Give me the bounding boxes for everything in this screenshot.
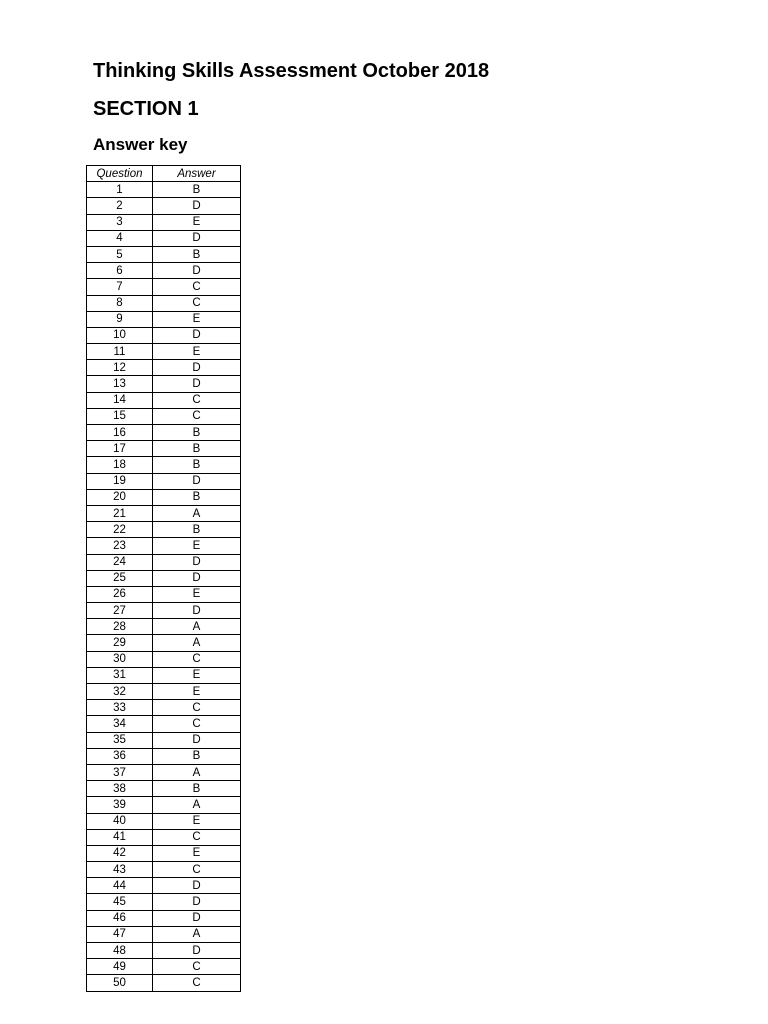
table-row [87,684,241,700]
question-number-cell: 22 [87,522,153,538]
table-row [87,716,241,732]
answer-cell: D [153,878,241,894]
answer-cell: C [153,279,241,295]
question-number-cell: 12 [87,360,153,376]
table-row [87,797,241,813]
question-number-cell: 32 [87,684,153,700]
table-row [87,829,241,845]
table-row [87,376,241,392]
table-row [87,473,241,489]
table-row [87,295,241,311]
table-row [87,926,241,942]
answer-cell: B [153,457,241,473]
answer-cell: C [153,392,241,408]
question-number-cell: 35 [87,732,153,748]
table-row [87,651,241,667]
answer-cell: D [153,603,241,619]
question-number-cell: 50 [87,975,153,991]
table-row [87,554,241,570]
answer-cell: D [153,376,241,392]
table-row [87,635,241,651]
table-row [87,894,241,910]
table-row [87,862,241,878]
question-number-cell: 40 [87,813,153,829]
question-number-cell: 34 [87,716,153,732]
answer-cell: A [153,764,241,780]
answer-key-heading: Answer key [93,135,188,154]
answer-cell: D [153,473,241,489]
question-number-cell: 18 [87,457,153,473]
table-row [87,360,241,376]
answer-cell: B [153,441,241,457]
answer-cell: C [153,862,241,878]
answer-cell: E [153,344,241,360]
question-number-cell: 49 [87,959,153,975]
answer-cell: D [153,732,241,748]
table-row [87,279,241,295]
table-row [87,311,241,327]
table-row [87,603,241,619]
table-header-row [87,166,241,182]
question-number-cell: 37 [87,764,153,780]
answer-cell: B [153,748,241,764]
table-row [87,667,241,683]
question-number-cell: 47 [87,926,153,942]
question-number-cell: 14 [87,392,153,408]
question-number-cell: 17 [87,441,153,457]
answer-cell: D [153,263,241,279]
question-number-cell: 9 [87,311,153,327]
question-number-cell: 25 [87,570,153,586]
answer-cell: A [153,635,241,651]
answer-cell: E [153,845,241,861]
question-number-cell: 6 [87,263,153,279]
table-row [87,441,241,457]
table-row [87,975,241,991]
answer-cell: A [153,797,241,813]
table-row [87,457,241,473]
table-row [87,781,241,797]
answer-cell: E [153,311,241,327]
table-row [87,198,241,214]
answer-cell: A [153,505,241,521]
question-number-cell: 43 [87,862,153,878]
question-column-header: Question [87,166,153,182]
question-number-cell: 19 [87,473,153,489]
question-number-cell: 4 [87,230,153,246]
answer-column-header: Answer [153,166,241,182]
answer-cell: C [153,829,241,845]
table-row [87,959,241,975]
question-number-cell: 23 [87,538,153,554]
question-number-cell: 3 [87,214,153,230]
table-row [87,489,241,505]
answer-cell: D [153,327,241,343]
answer-cell: D [153,230,241,246]
question-number-cell: 20 [87,489,153,505]
table-row [87,813,241,829]
answer-cell: C [153,716,241,732]
answer-cell: B [153,781,241,797]
question-number-cell: 10 [87,327,153,343]
question-number-cell: 42 [87,845,153,861]
question-number-cell: 39 [87,797,153,813]
answer-cell: D [153,570,241,586]
question-number-cell: 7 [87,279,153,295]
section-heading: SECTION 1 [93,98,199,120]
answer-cell: A [153,619,241,635]
question-number-cell: 29 [87,635,153,651]
question-number-cell: 30 [87,651,153,667]
table-row [87,327,241,343]
answer-cell: D [153,910,241,926]
question-number-cell: 2 [87,198,153,214]
question-number-cell: 27 [87,603,153,619]
question-number-cell: 11 [87,344,153,360]
question-number-cell: 28 [87,619,153,635]
answer-cell: B [153,182,241,198]
question-number-cell: 1 [87,182,153,198]
table-row [87,700,241,716]
table-row [87,246,241,262]
question-number-cell: 38 [87,781,153,797]
answer-key-rows [87,182,241,991]
question-number-cell: 15 [87,408,153,424]
answer-cell: D [153,894,241,910]
question-number-cell: 46 [87,910,153,926]
question-number-cell: 48 [87,943,153,959]
table-row [87,586,241,602]
answer-cell: C [153,408,241,424]
question-number-cell: 8 [87,295,153,311]
table-row [87,263,241,279]
question-number-cell: 44 [87,878,153,894]
question-number-cell: 5 [87,246,153,262]
answer-cell: B [153,425,241,441]
answer-cell: C [153,700,241,716]
question-number-cell: 31 [87,667,153,683]
table-row [87,910,241,926]
answer-cell: C [153,295,241,311]
answer-cell: D [153,554,241,570]
answer-cell: C [153,651,241,667]
table-row [87,425,241,441]
table-row [87,570,241,586]
table-row [87,764,241,780]
answer-cell: E [153,667,241,683]
answer-cell: D [153,198,241,214]
table-row [87,845,241,861]
table-row [87,230,241,246]
question-number-cell: 36 [87,748,153,764]
table-row [87,214,241,230]
answer-cell: B [153,522,241,538]
question-number-cell: 26 [87,586,153,602]
answer-cell: C [153,975,241,991]
table-row [87,408,241,424]
answer-cell: E [153,214,241,230]
answer-cell: E [153,813,241,829]
answer-cell: B [153,489,241,505]
table-row [87,732,241,748]
answer-cell: E [153,684,241,700]
question-number-cell: 21 [87,505,153,521]
table-row [87,538,241,554]
answer-key-table [86,165,241,992]
table-row [87,878,241,894]
answer-cell: E [153,538,241,554]
table-row [87,392,241,408]
question-number-cell: 24 [87,554,153,570]
table-row [87,505,241,521]
question-number-cell: 45 [87,894,153,910]
table-row [87,344,241,360]
question-number-cell: 13 [87,376,153,392]
table-row [87,182,241,198]
table-row [87,748,241,764]
answer-cell: B [153,246,241,262]
table-row [87,943,241,959]
question-number-cell: 16 [87,425,153,441]
table-row [87,619,241,635]
answer-cell: D [153,360,241,376]
answer-cell: C [153,959,241,975]
table-row [87,522,241,538]
answer-cell: D [153,943,241,959]
answer-cell: E [153,586,241,602]
answer-cell: A [153,926,241,942]
question-number-cell: 41 [87,829,153,845]
question-number-cell: 33 [87,700,153,716]
document-title: Thinking Skills Assessment October 2018 [93,60,490,82]
